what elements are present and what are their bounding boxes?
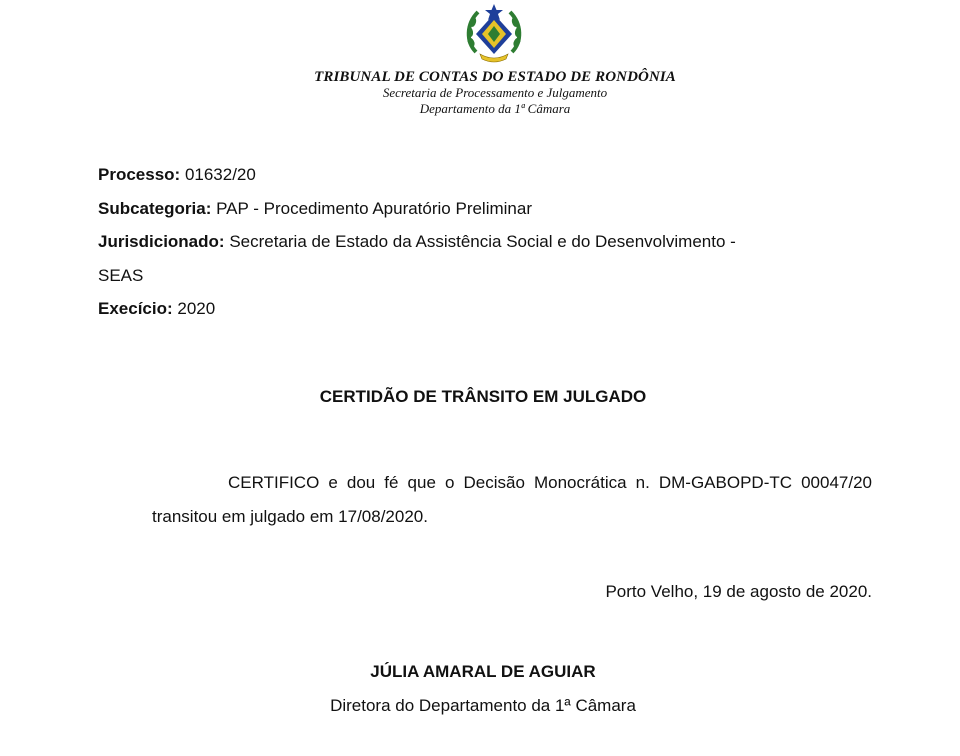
place-and-date: Porto Velho, 19 de agosto de 2020. (605, 582, 872, 601)
subcategoria-value: PAP - Procedimento Apuratório Preliminar (216, 198, 532, 218)
jurisdicionado-continuation (98, 259, 858, 293)
jurisdicionado-value-cont: SEAS (98, 265, 144, 285)
signer-role: Diretora do Departamento da 1ª Câmara (330, 696, 636, 715)
secretariat-name: Secretaria de Processamento e Julgamento (382, 85, 608, 100)
jurisdicionado-row (98, 225, 858, 259)
letterhead (200, 69, 790, 117)
processo-value: 01632/20 (184, 165, 256, 184)
processo-row (98, 158, 858, 192)
exercicio-value: 2020 (177, 299, 216, 318)
organization-name: TRIBUNAL DE CONTAS DO ESTADO DE RONDÔNIA (314, 69, 676, 85)
document-title: CERTIDÃO DE TRÂNSITO EM JULGADO (319, 387, 647, 406)
jurisdicionado-value: Secretaria de Estado da Assistência Social e do Desenvolvimento - (229, 232, 736, 251)
department-name: Departamento da 1ª Câmara (419, 101, 571, 116)
processo-label: Processo: (98, 165, 181, 184)
certificate-body: CERTIFICO e dou fé que o Decisão Monocrática n. DM-GABOPD-TC 00047/20 transitou em julgado em 17/08/2020. (152, 473, 872, 526)
signer-name: JÚLIA AMARAL DE AGUIAR (370, 662, 596, 681)
process-metadata (98, 158, 858, 326)
rondonia-coat-of-arms-icon (462, 2, 526, 64)
subcategoria-label: Subcategoria: (98, 198, 212, 218)
exercicio-row (98, 292, 858, 326)
subcategoria-row (98, 192, 858, 226)
exercicio-label: Execício: (98, 299, 173, 318)
jurisdicionado-label: Jurisdicionado: (98, 232, 225, 251)
